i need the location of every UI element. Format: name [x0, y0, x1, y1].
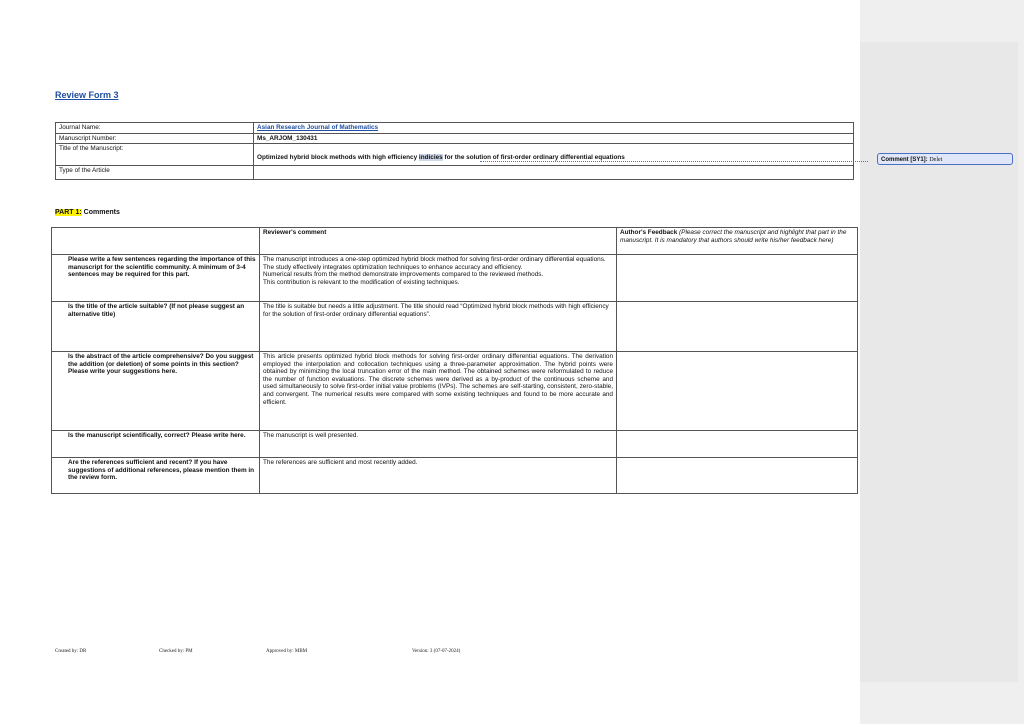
review-header-row: [52, 228, 858, 255]
title-label: Title of the Manuscript:: [56, 144, 254, 166]
article-type-value: [254, 166, 854, 180]
review-row: [52, 352, 858, 431]
manuscript-number-label: Manuscript Number:: [56, 133, 254, 144]
question-cell: Is the manuscript scientifically, correct? Please write here.: [52, 431, 260, 458]
feedback-cell[interactable]: [617, 302, 858, 352]
question-cell: Is the title of the article suitable? (If not please suggest an alternative title): [52, 302, 260, 352]
journal-label: Journal Name:: [56, 123, 254, 134]
comment-balloon[interactable]: [877, 153, 1013, 165]
comment-line: This contribution is relevant to the modification of existing techniques.: [263, 278, 460, 286]
title-part-2: for the solution of first-order ordinary differential equations: [442, 153, 625, 161]
comment-cell: This article presents optimized hybrid block methods for solving first-order ordinary differential equations. The derivation employed the interpolation and collocation techniques using a three-parameter approximation. The hybrid points were obtained by minimizing the local truncation error of the main method. The obtained schemes were reformulated to reduce the number of function evaluations. The discrete schemes were derived as a by-product of the continuous scheme and used simultaneously to solve first-order initial value problems (IVPs). The schemes are self-starting, consistent, zero-stable, and convergent. The numerical results were compared with some existing techniques and found to be more accurate and efficient.: [260, 352, 617, 431]
info-row-type: [56, 166, 854, 180]
comment-cell: The title is suitable but needs a little adjustment. The title should read “Optimized hybrid block methods with high efficiency for the solution of first-order ordinary differential equations”.: [260, 302, 617, 352]
comment-line: The study effectively integrates optimization techniques to enhance accuracy and efficiency.: [263, 263, 523, 271]
comment-balloon-label: Comment [SY1]:: [881, 157, 928, 163]
comment-line: The manuscript introduces a one-step optimized hybrid block method for solving first-order ordinary differential equations.: [263, 256, 606, 263]
footer-created-by: Created by: DR: [55, 649, 87, 654]
review-row: [52, 431, 858, 458]
feedback-cell[interactable]: [617, 458, 858, 494]
review-row: [52, 255, 858, 302]
part-1-label: PART 1:: [55, 209, 82, 216]
journal-link[interactable]: Asian Research Journal of Mathematics: [254, 123, 854, 134]
question-cell: Is the abstract of the article comprehensive? Do you suggest the addition (or deletion) of some points in this section? Please write your suggestions here.: [52, 352, 260, 431]
review-comments-table: [51, 227, 858, 494]
info-row-manuscript: [56, 133, 854, 144]
footer-approved-by: Approved by: MBM: [266, 649, 308, 654]
feedback-cell[interactable]: [617, 431, 858, 458]
feedback-cell[interactable]: [617, 352, 858, 431]
info-row-title: [56, 144, 854, 166]
comment-cell: The manuscript is well presented.: [260, 431, 617, 458]
part-1-rest: Comments: [81, 209, 120, 216]
title-highlighted-word[interactable]: indicies: [418, 153, 443, 161]
header-empty-cell: [52, 228, 260, 255]
author-feedback-header-bold: Author's Feedback: [620, 229, 678, 236]
question-cell: Please write a few sentences regarding the importance of this manuscript for the scientific community. A minimum of 3-4 sentences may be required for this part.: [52, 255, 260, 302]
footer-version: Version: 3 (07-07-2024): [412, 649, 461, 654]
feedback-cell[interactable]: [617, 255, 858, 302]
comment-balloon-text: Delet: [929, 157, 943, 163]
review-row: [52, 302, 858, 352]
form-title: Review Form 3: [55, 90, 119, 100]
info-row-journal: [56, 123, 854, 134]
comment-cell: [260, 255, 617, 302]
article-type-label: Type of the Article: [56, 166, 254, 180]
comment-line: Numerical results from the method demonstrate improvements compared to the reviewed methods.: [263, 271, 544, 279]
author-feedback-header-italic: (Please correct the manuscript and highlight that part in the manuscript. It is mandatory that authors should write his/her feedback here): [620, 229, 847, 244]
manuscript-title-value: [254, 144, 854, 166]
comment-anchor-line: [480, 161, 868, 162]
footer-checked-by: Checked by: PM: [159, 649, 193, 654]
comment-margin-inner: [860, 42, 1018, 682]
comment-cell: The references are sufficient and most recently added.: [260, 458, 617, 494]
manuscript-info-table: [55, 122, 854, 180]
review-row: [52, 458, 858, 494]
reviewer-comment-header: Reviewer's comment: [260, 228, 617, 255]
title-part-1: Optimized hybrid block methods with high efficiency: [257, 153, 419, 161]
part-1-heading: [55, 209, 120, 216]
comment-margin-pane: [860, 0, 1024, 724]
question-cell: Are the references sufficient and recent? If you have suggestions of additional references, please mention them in the review form.: [52, 458, 260, 494]
manuscript-number-value: Ms_ARJOM_130431: [254, 133, 854, 144]
author-feedback-header: [617, 228, 858, 255]
